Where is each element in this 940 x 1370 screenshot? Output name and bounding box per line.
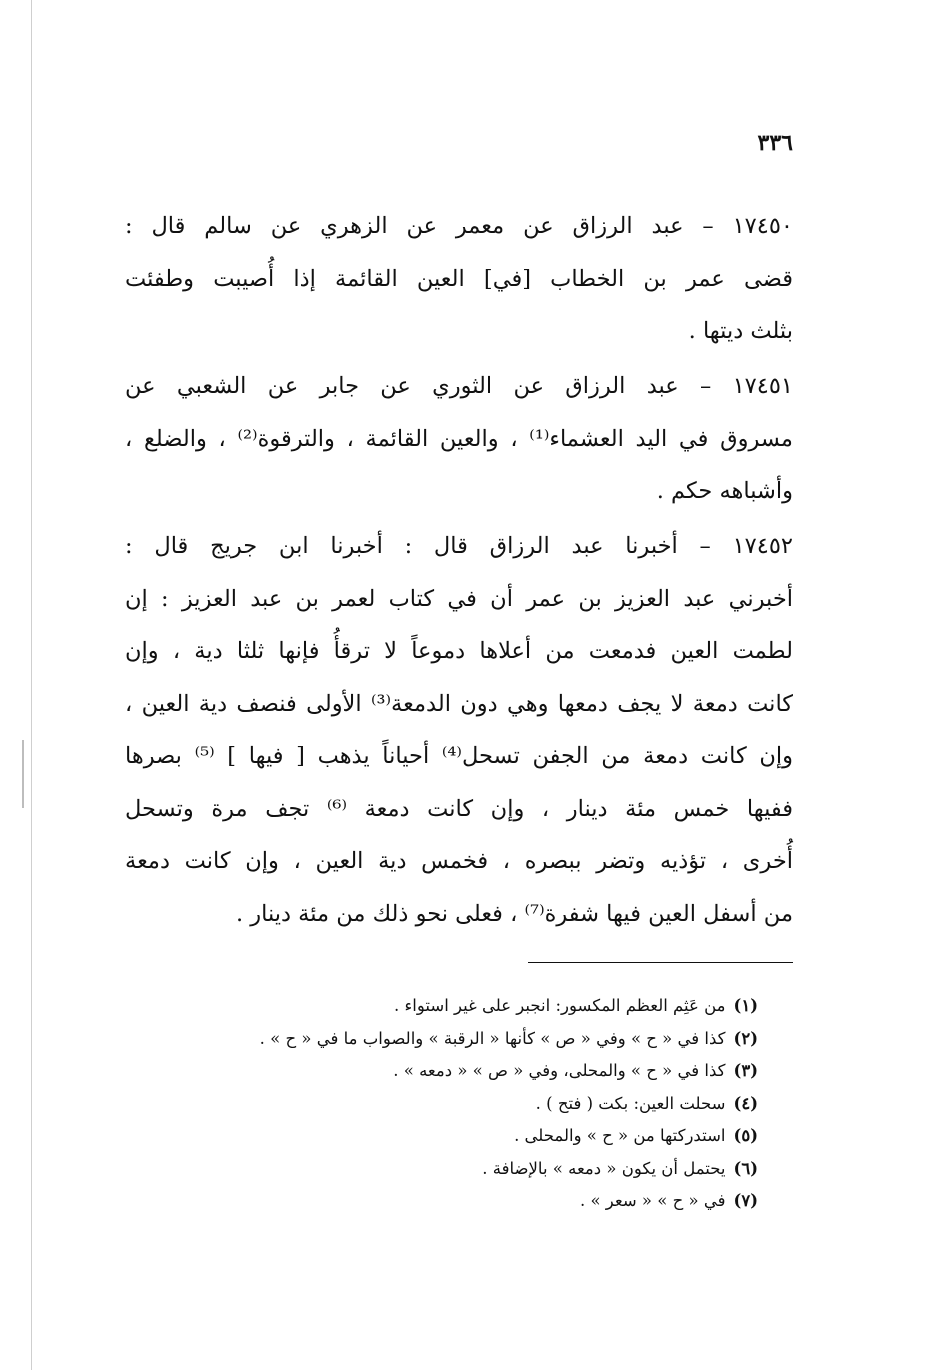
footnote-marker: (٣) (733, 1061, 758, 1080)
entry-line: كانت دمعة لا يجف دمعها وهي دون الدمعة⁽³⁾ الأولى فنصف دية العين ، (125, 690, 794, 717)
footnote-text: من عَثِم العظم المكسور: انجبر على غير استواء . (394, 996, 726, 1015)
footnote-7 (158, 1185, 758, 1218)
footnote-4 (158, 1088, 758, 1121)
footnote-1 (158, 990, 758, 1023)
footnote-6 (158, 1153, 758, 1186)
footnote-marker: (٦) (733, 1158, 758, 1178)
footnote-marker: (٥) (733, 1126, 758, 1145)
entry-line: بثلث ديتها . (688, 318, 793, 344)
hadith-entry-17452 (125, 520, 793, 940)
footnote-5 (158, 1120, 758, 1153)
footnotes (158, 990, 758, 1218)
footnote-text: كذا في « ح » وفي « ص » كأنها « الرقبة » والصواب ما في « ح » . (259, 1028, 726, 1048)
entry-line: قضى عمر بن الخطاب [في] العين القائمة إذا أُصيبت وطفئت (125, 265, 793, 292)
footnote-text: كذا في « ح » والمحلى، وفي « ص » « دمعه » . (393, 1061, 726, 1080)
hadith-entry-17451 (125, 360, 793, 518)
entry-line: من أسفل العين فيها شفرة⁽⁷⁾ ، فعلى نحو ذلك من مئة دينار . (235, 900, 793, 927)
entry-line: لطمت العين فدمعت من أعلاها دموعاً لا ترقأُ فإنها ثلثا دية ، وإن (125, 638, 793, 664)
footnote-text: في « ح » « سعر » . (579, 1191, 726, 1210)
footnote-marker: (٢) (733, 1028, 758, 1048)
footnote-marker: (٧) (733, 1191, 758, 1210)
entry-line: أخبرني عبد العزيز بن عمر أن في كتاب لعمر بن عبد العزيز : إن (125, 585, 793, 612)
footnote-marker: (١) (733, 996, 758, 1015)
footnote-separator (528, 962, 793, 963)
entry-line: ١٧٤٥٠ – عبد الرزاق عن معمر عن الزهري عن سالم قال : (125, 213, 793, 239)
entry-line: وإن كانت دمعة من الجفن تسحل⁽⁴⁾ أحياناً يذهب [ فيها ] ⁽⁵⁾ بصرها (125, 743, 793, 769)
page-number: ٣٣٦ (757, 130, 793, 156)
page-margin-line (31, 0, 32, 1370)
entry-line: ١٧٤٥١ – عبد الرزاق عن الثوري عن جابر عن الشعبي عن (125, 373, 793, 399)
scan-edge-mark (22, 740, 24, 808)
hadith-entry-17450 (125, 200, 793, 358)
footnote-3 (158, 1055, 758, 1088)
footnote-marker: (٤) (733, 1093, 758, 1113)
footnote-text: يحتمل أن يكون « دمعه » بالإضافة . (482, 1158, 726, 1178)
entry-line: ١٧٤٥٢ – أخبرنا عبد الرزاق قال : أخبرنا ابن جريج قال : (125, 533, 793, 559)
footnote-text: استدركتها من « ح » والمحلى . (514, 1126, 726, 1145)
entry-line: أُخرى ، تؤذيه وتضر ببصره ، فخمس دية العين ، وإن كانت دمعة (125, 848, 793, 874)
entry-line: ففيها خمس مئة دينار ، وإن كانت دمعة ⁽⁶⁾ تجف مرة وتسحل (125, 795, 794, 822)
entry-line: وأشباهه حكم . (656, 478, 793, 504)
footnote-2 (158, 1023, 758, 1056)
entry-line: مسروق في اليد العشماء⁽¹⁾ ، والعين القائمة ، والترقوة⁽²⁾ ، والضلع ، (125, 425, 793, 452)
footnote-text: سحلت العين: بكت ( فتح ) . (535, 1093, 726, 1113)
